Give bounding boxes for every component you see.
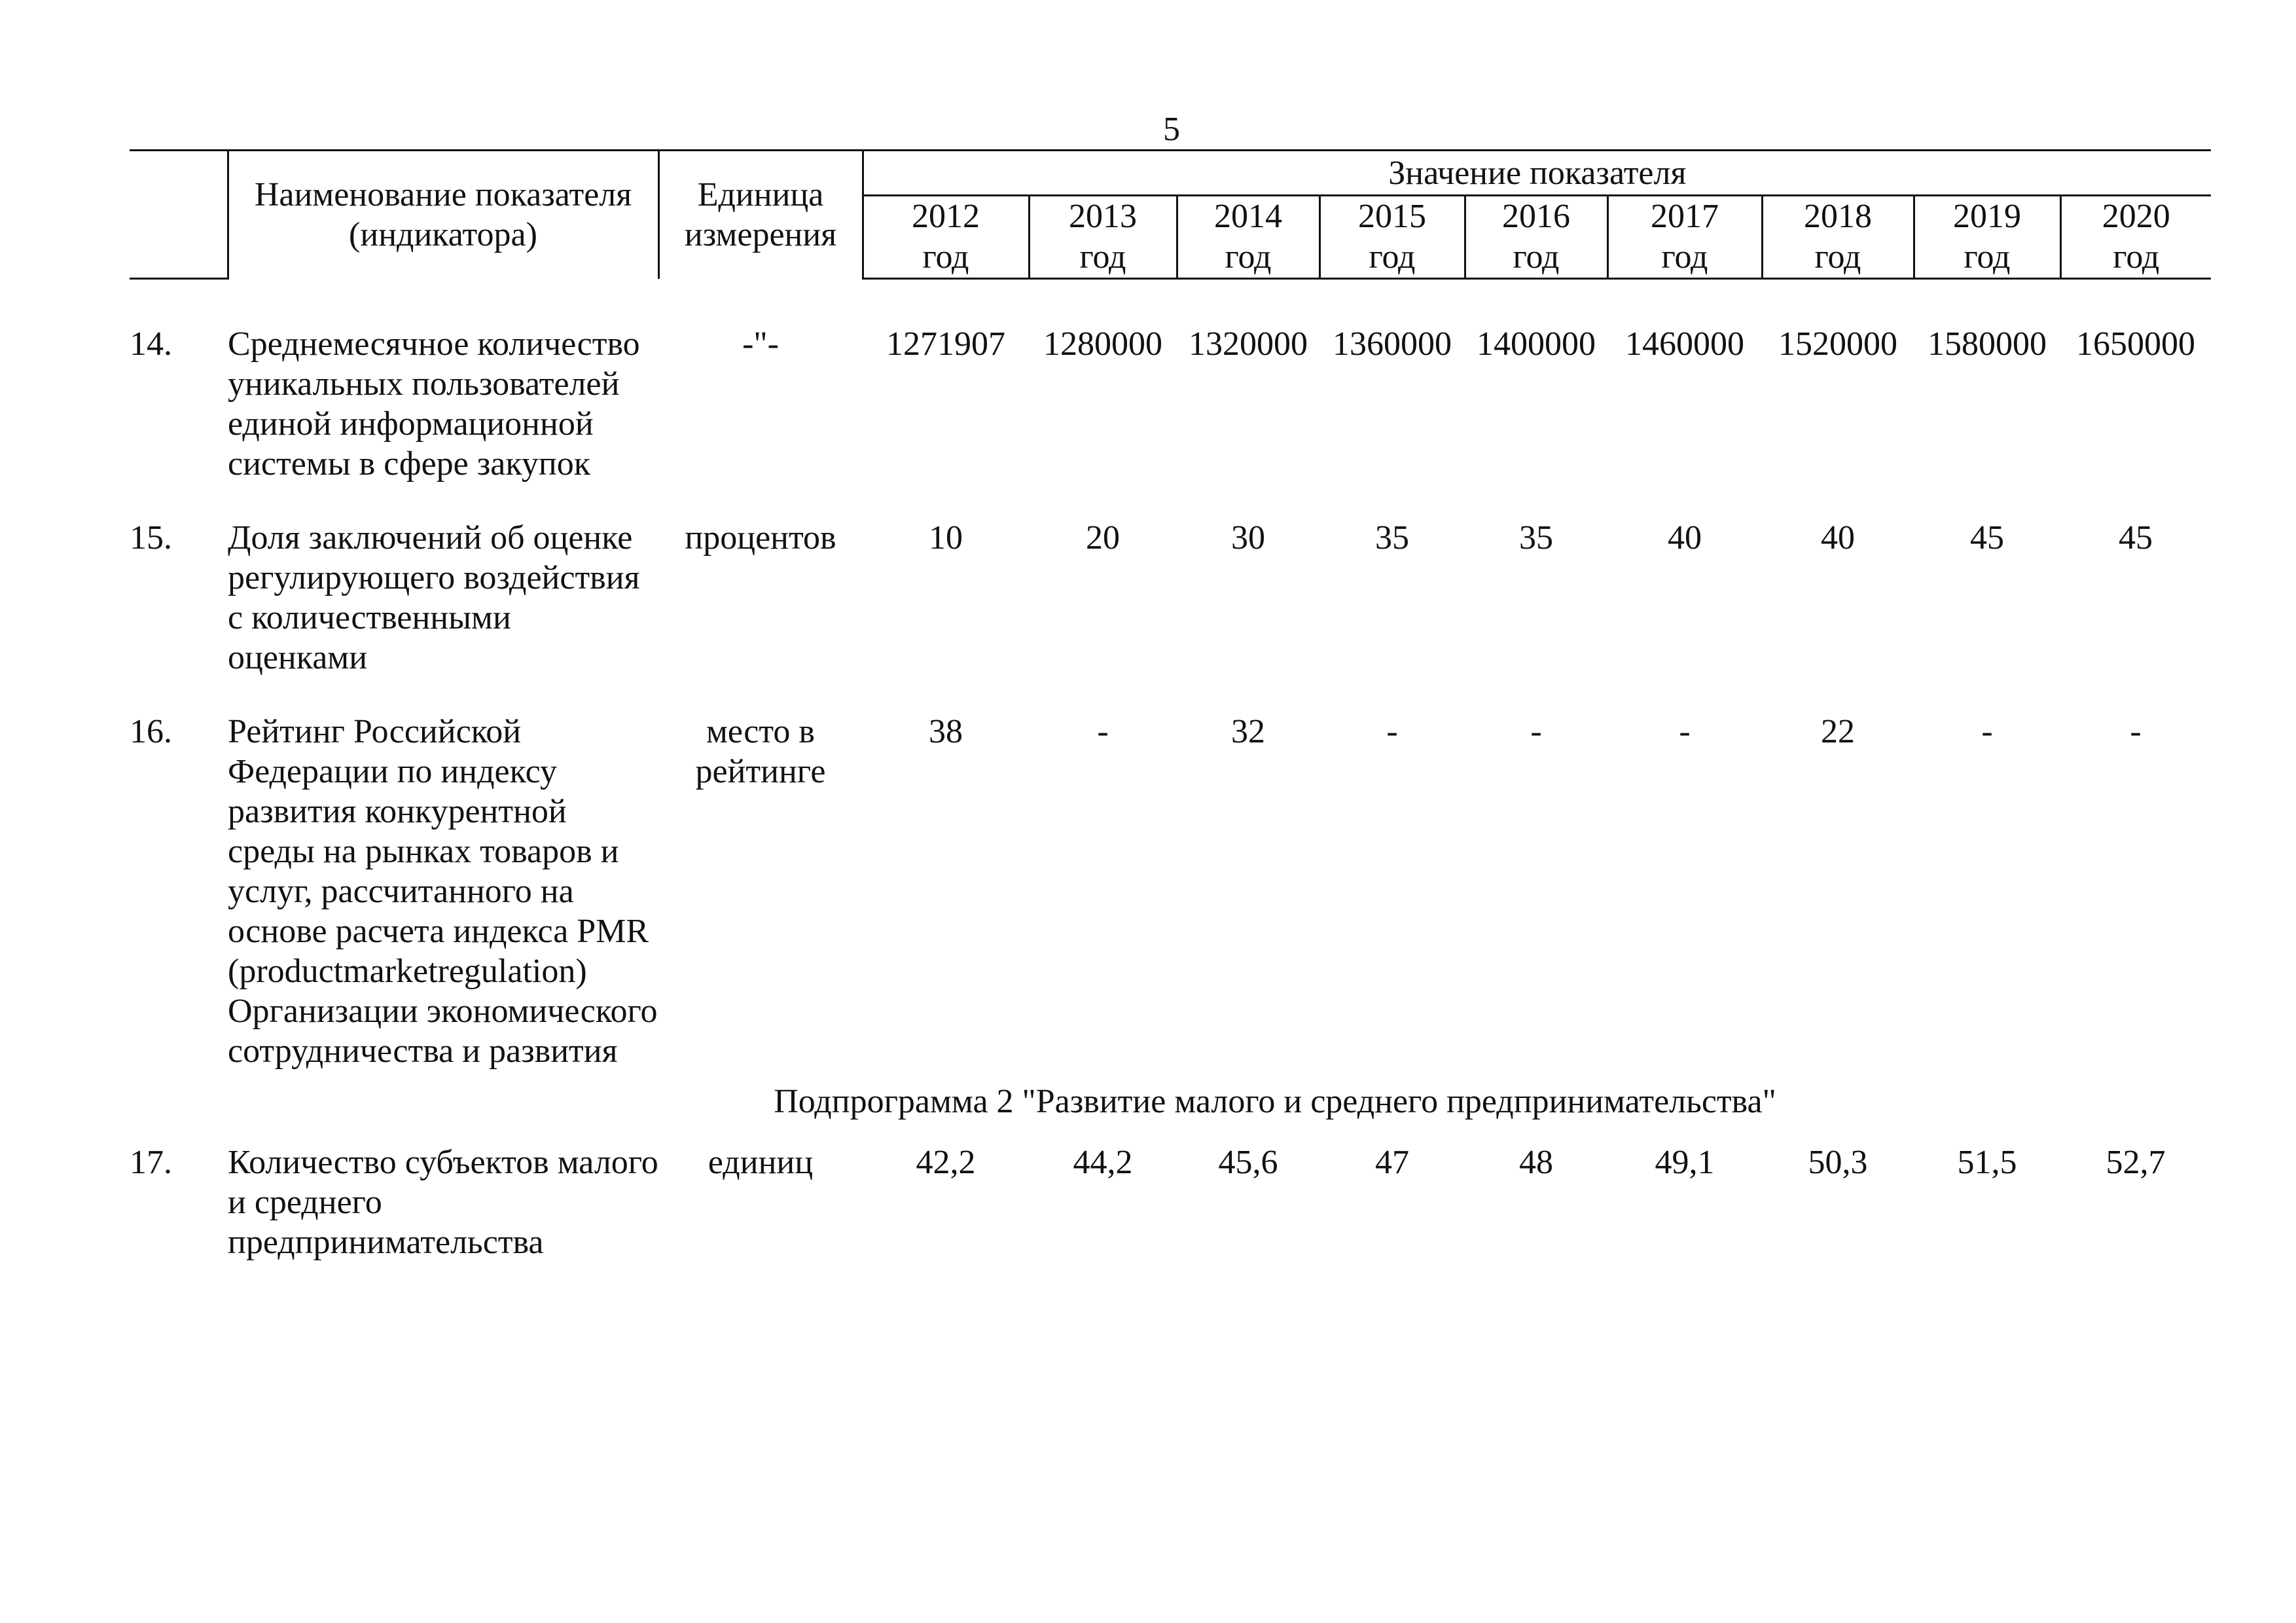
indicator-name: Доля заключений об оценке регулирующего воздействия с количественными оценками <box>228 519 640 676</box>
table-row <box>130 1142 2211 1262</box>
value-cell-2016: - <box>1530 713 1542 750</box>
year-header-2016: 2016 год <box>1465 196 1607 279</box>
value-cell-2012: 42,2 <box>916 1144 976 1181</box>
value-cell-2019: 45 <box>1970 519 2004 556</box>
indicator-name: Среднемесячное количество уникальных пользователей единой информационной системы в сфере закупок <box>228 325 640 483</box>
index-column-header <box>130 151 228 279</box>
value-cell-2017: 40 <box>1668 519 1702 556</box>
year-header-2013: 2013 год <box>1029 196 1177 279</box>
value-cell-2020: 1650000 <box>2076 325 2196 363</box>
name-column-header: Наименование показателя (индикатора) <box>228 151 658 279</box>
unit-cell: процентов <box>685 519 836 556</box>
unit-column-header: Единица измерения <box>658 151 863 279</box>
row-spacer <box>130 279 2211 325</box>
subprogram-title: Подпрограмма 2 "Развитие малого и среднего предпринимательства" <box>774 1083 1776 1120</box>
value-cell-2015: 47 <box>1375 1144 1409 1181</box>
value-cell-2013: 20 <box>1086 519 1120 556</box>
indicator-name: Рейтинг Российской Федерации по индексу развития конкурентной среды на рынках товаров и услуг, рассчитанного на основе расчета индекса PMR (productmarketregulation) Организации экономического сотрудничества и развития <box>228 713 658 1070</box>
value-cell-2017: - <box>1679 713 1691 750</box>
value-cell-2019: - <box>1981 713 1993 750</box>
indicator-name: Количество субъектов малого и среднего предпринимательства <box>228 1144 658 1261</box>
value-cell-2013: 44,2 <box>1073 1144 1133 1181</box>
year-header-2020: 2020 год <box>2060 196 2211 279</box>
year-header-2015: 2015 год <box>1319 196 1465 279</box>
year-header-2018: 2018 год <box>1762 196 1914 279</box>
row-index: 15. <box>130 519 172 556</box>
table-row <box>130 712 2211 1071</box>
value-cell-2015: - <box>1386 713 1398 750</box>
value-cell-2014: 1320000 <box>1189 325 1308 363</box>
row-index: 17. <box>130 1144 172 1181</box>
indicators-table <box>130 149 2211 1262</box>
table-row <box>130 518 2211 678</box>
value-cell-2017: 49,1 <box>1655 1144 1715 1181</box>
page-number: 5 <box>1163 111 1180 148</box>
value-cell-2016: 48 <box>1519 1144 1553 1181</box>
table-body <box>130 279 2211 1263</box>
value-cell-2017: 1460000 <box>1625 325 1744 363</box>
value-cell-2018: 1520000 <box>1778 325 1897 363</box>
row-spacer <box>130 678 2211 712</box>
value-cell-2016: 35 <box>1519 519 1553 556</box>
unit-cell: единиц <box>708 1144 814 1181</box>
value-cell-2018: 22 <box>1821 713 1855 750</box>
value-cell-2020: - <box>2130 713 2142 750</box>
value-cell-2016: 1400000 <box>1477 325 1596 363</box>
value-cell-2015: 1360000 <box>1333 325 1452 363</box>
value-cell-2014: 32 <box>1231 713 1265 750</box>
value-cell-2013: 1280000 <box>1043 325 1162 363</box>
value-cell-2013: - <box>1097 713 1109 750</box>
value-cell-2012: 1271907 <box>886 325 1005 363</box>
value-cell-2019: 51,5 <box>1957 1144 2017 1181</box>
row-spacer <box>130 484 2211 518</box>
year-header-2017: 2017 год <box>1607 196 1762 279</box>
unit-cell: -"- <box>742 325 779 363</box>
year-header-2014: 2014 год <box>1177 196 1319 279</box>
table-row <box>130 324 2211 484</box>
value-cell-2019: 1580000 <box>1928 325 2047 363</box>
value-cell-2018: 40 <box>1821 519 1855 556</box>
year-header-2012: 2012 год <box>863 196 1029 279</box>
row-index: 16. <box>130 713 172 750</box>
value-cell-2014: 45,6 <box>1218 1144 1278 1181</box>
value-cell-2012: 10 <box>929 519 963 556</box>
year-header-2019: 2019 год <box>1914 196 2060 279</box>
value-cell-2012: 38 <box>929 713 963 750</box>
unit-cell: место в рейтинге <box>695 713 826 790</box>
value-cell-2014: 30 <box>1231 519 1265 556</box>
value-cell-2020: 45 <box>2119 519 2153 556</box>
subprogram-row <box>130 1071 2211 1142</box>
value-cell-2018: 50,3 <box>1808 1144 1868 1181</box>
value-cell-2020: 52,7 <box>2106 1144 2166 1181</box>
value-cell-2015: 35 <box>1375 519 1409 556</box>
value-group-header: Значение показателя <box>863 151 2211 196</box>
row-index: 14. <box>130 325 172 363</box>
